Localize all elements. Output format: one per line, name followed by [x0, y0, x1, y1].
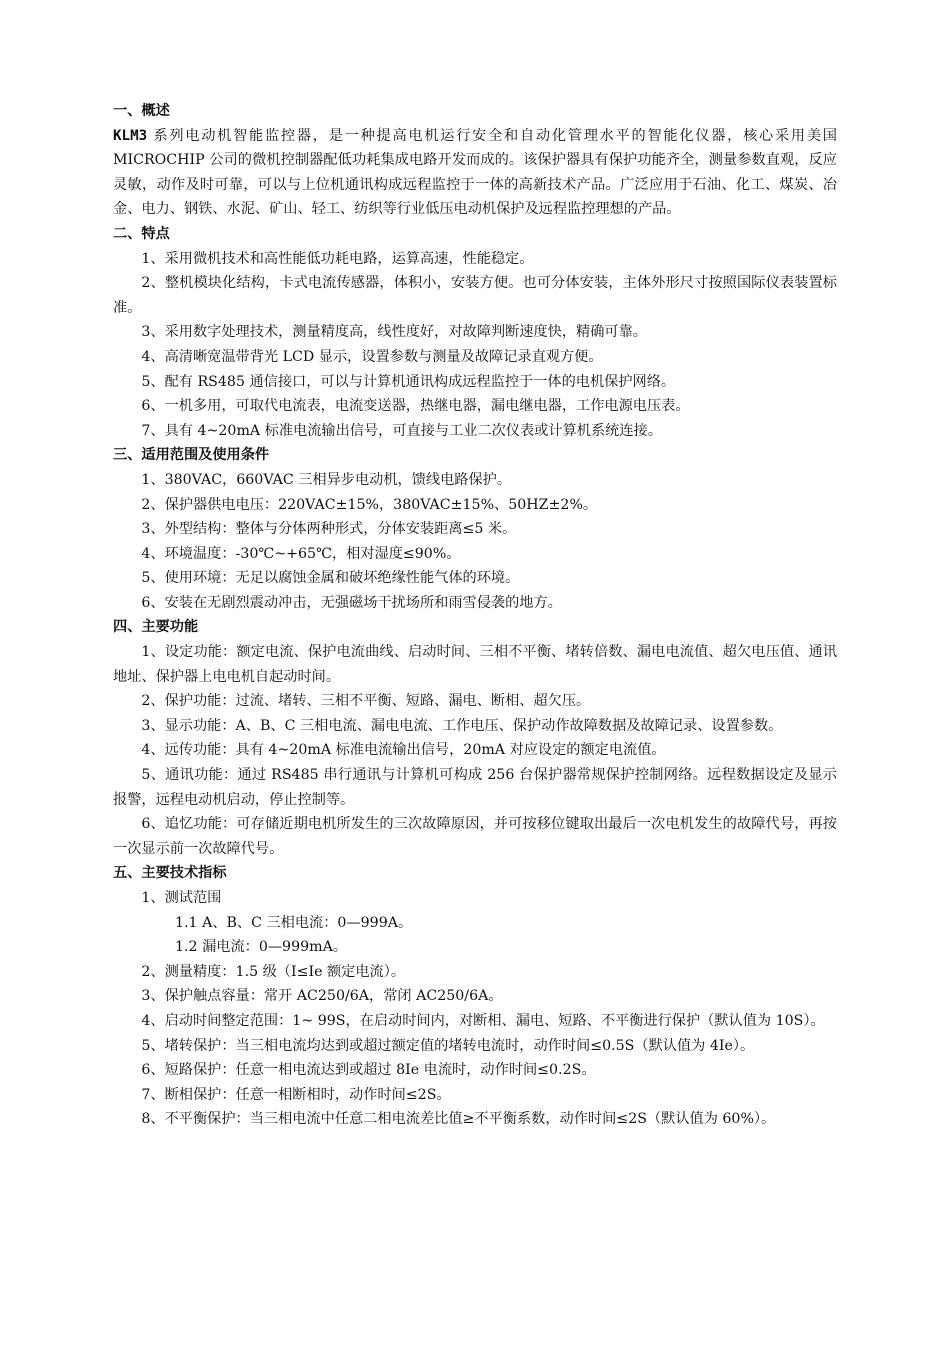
scope-item: 5、使用环境：无足以腐蚀金属和破坏绝缘性能气体的环境。 [141, 570, 520, 587]
spec-item: 4、启动时间整定范围：1~ 99S，在启动时间内，对断相、漏电、短路、不平衡进行保护（默认值为 10S）。 [141, 1012, 825, 1029]
scope-item: 6、安装在无剧烈震动冲击，无强磁场干扰场所和雨雪侵袭的地方。 [141, 594, 562, 611]
function-item: 6、追忆功能：可存储近期电机所发生的三次故障原因，并可按移位键取出最后一次电机发生的故障代号，再按一次显示前一次故障代号。 [113, 816, 837, 857]
function-item: 2、保护功能：过流、堵转、三相不平衡、短路、漏电、断相、超欠压。 [141, 693, 591, 710]
overview-text: 系列电动机智能监控器，是一种提高电机运行安全和自动化管理水平的智能化仪器，核心采用美国 MICROCHIP 公司的微机控制器配低功耗集成电路开发而成的。该保护器具有保护功能齐全，测量参数直观，反应灵敏，动作及时可靠，可以与上位机通讯构成远程监控于一体的高新技术产品。广泛应用于石油、化工、煤炭、冶金、电力、钢铁、水泥、矿山、轻工、纺织等行业低压电动机保护及远程监控理想的产品。 [113, 127, 837, 218]
feature-item: 1、采用微机技术和高性能低功耗电路，运算高速，性能稳定。 [141, 250, 534, 267]
scope-item: 3、外型结构：整体与分体两种形式，分体安装距离≤5 米。 [141, 521, 517, 538]
scope-item: 1、380VAC，660VAC 三相异步电动机，馈线电路保护。 [141, 471, 512, 488]
section-heading-scope: 三、适用范围及使用条件 [113, 447, 270, 464]
scope-item: 2、保护器供电电压：220VAC±15%，380VAC±15%、50HZ±2%。 [141, 496, 598, 513]
section-heading-features: 二、特点 [113, 225, 170, 242]
feature-item: 5、配有 RS485 通信接口，可以与计算机通讯构成远程监控于一体的电机保护网络。 [141, 373, 676, 390]
feature-item: 2、整机模块化结构，卡式电流传感器，体积小，安装方便。也可分体安装，主体外形尺寸按照国际仪表装置标准。 [113, 275, 837, 316]
feature-item: 6、一机多用，可取代电流表，电流变送器，热继电器，漏电继电器，工作电源电压表。 [141, 398, 690, 415]
feature-item: 3、采用数字处理技术，测量精度高，线性度好，对故障判断速度快，精确可靠。 [141, 324, 647, 341]
function-item: 4、远传功能：具有 4~20mA 标准电流输出信号，20mA 对应设定的额定电流值。 [141, 742, 666, 759]
function-item: 5、通讯功能：通过 RS485 串行通讯与计算机可构成 256 台保护器常规保护控制网络。远程数据设定及显示报警，远程电动机启动，停止控制等。 [113, 767, 837, 808]
function-item: 1、设定功能：额定电流、保护电流曲线、启动时间、三相不平衡、堵转倍数、漏电电流值、超欠电压值、通讯地址、保护器上电电机自起动时间。 [113, 644, 837, 685]
spec-item: 2、测量精度：1.5 级（I≤Ie 额定电流）。 [141, 963, 406, 980]
overview-paragraph [113, 124, 837, 222]
spec-item: 8、不平衡保护：当三相电流中任意二相电流差比值≥不平衡系数，动作时间≤2S（默认值为 60%）。 [141, 1111, 776, 1128]
spec-subitem: 1.1 A、B、C 三相电流：0—999A。 [175, 914, 413, 931]
spec-subitem: 1.2 漏电流：0—999mA。 [175, 939, 348, 956]
feature-item: 7、具有 4~20mA 标准电流输出信号，可直接与工业二次仪表或计算机系统连接。 [141, 422, 662, 439]
feature-item: 4、高清晰宽温带背光 LCD 显示，设置参数与测量及故障记录直观方便。 [141, 348, 603, 365]
scope-item: 4、环境温度：-30℃~+65℃，相对湿度≤90%。 [141, 545, 461, 562]
spec-item: 6、短路保护：任意一相电流达到或超过 8Ie 电流时，动作时间≤0.2S。 [141, 1062, 596, 1079]
spec-item: 1、测试范围 [141, 890, 222, 906]
section-heading-specs: 五、主要技术指标 [113, 865, 227, 882]
spec-item: 7、断相保护：任意一相断相时，动作时间≤2S。 [141, 1086, 451, 1103]
product-model: KLM3 [113, 127, 148, 144]
section-heading-functions: 四、主要功能 [113, 619, 199, 636]
section-heading-overview: 一、概述 [113, 103, 170, 119]
function-item: 3、显示功能：A、B、C 三相电流、漏电电流、工作电压、保护动作故障数据及故障记录、设置参数。 [141, 717, 783, 734]
spec-item: 3、保护触点容量：常开 AC250/6A，常闭 AC250/6A。 [141, 988, 503, 1005]
document-body [113, 99, 837, 1132]
spec-item: 5、堵转保护：当三相电流均达到或超过额定值的堵转电流时，动作时间≤0.5S（默认值为 4Ie）。 [141, 1037, 755, 1054]
